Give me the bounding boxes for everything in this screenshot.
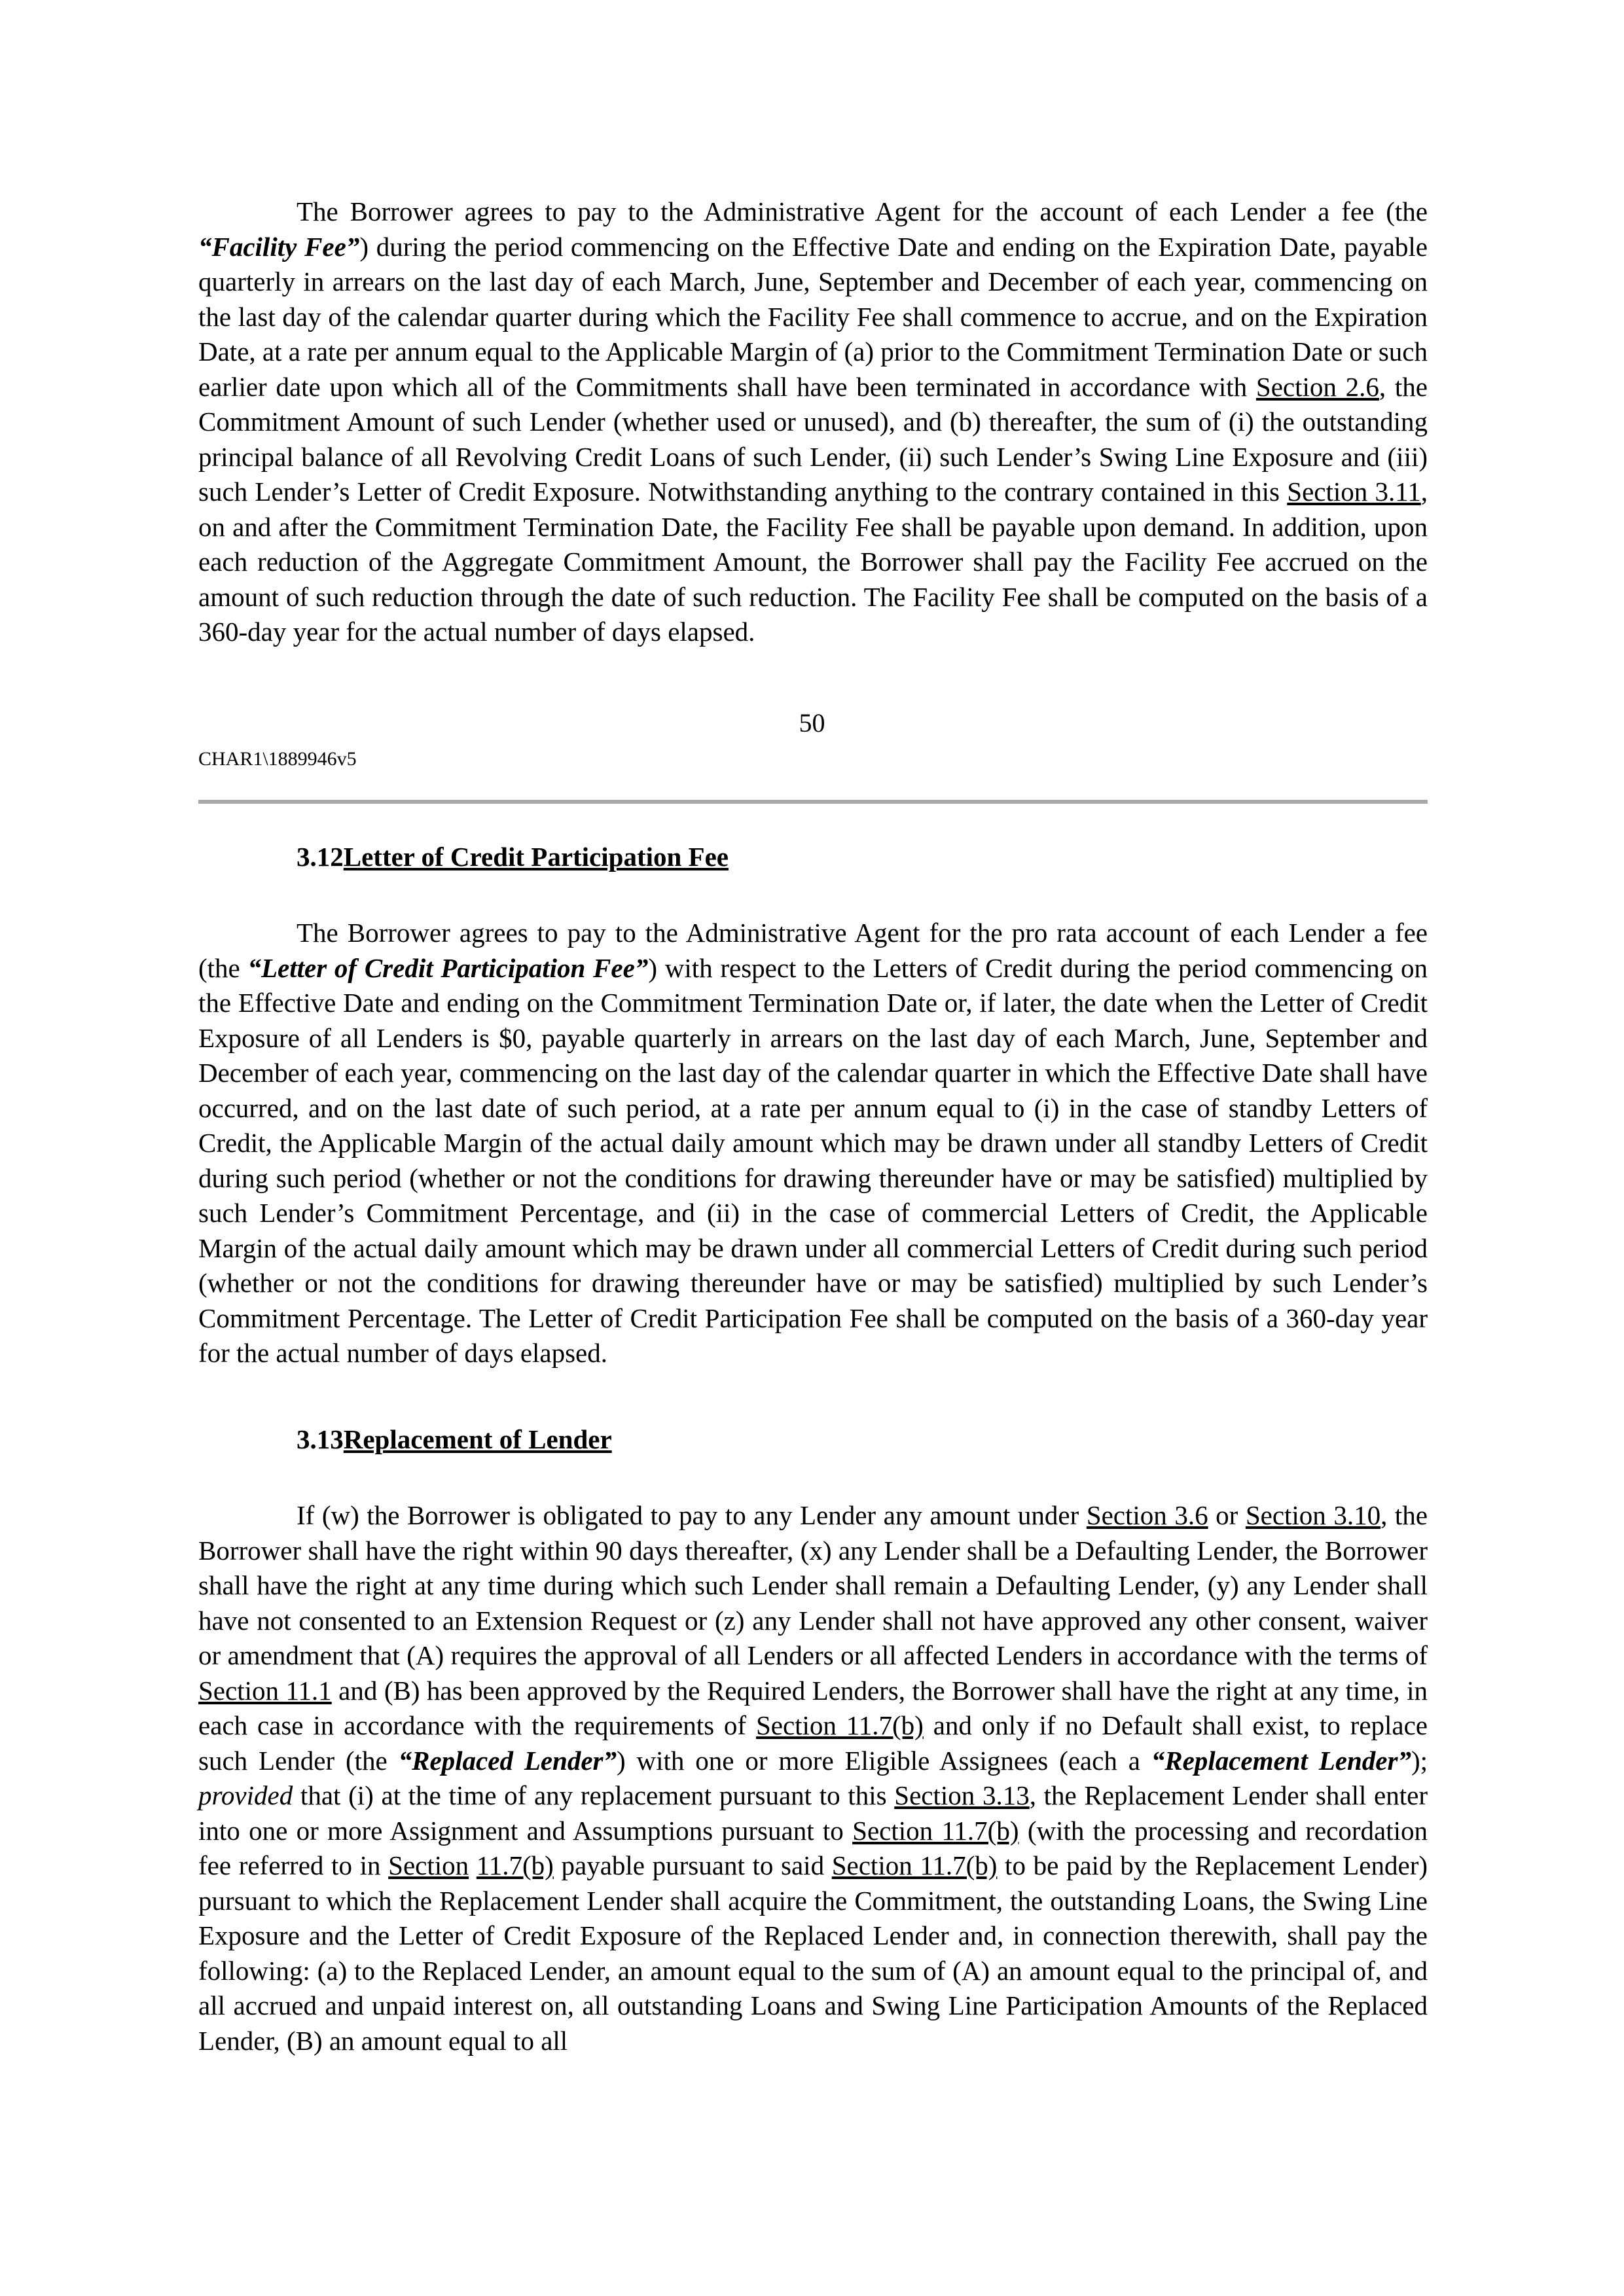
section-reference: Section 3.13	[894, 1780, 1030, 1810]
section-reference: Section 11.7(b)	[852, 1815, 1019, 1846]
defined-term-replacement-lender: “Replacement Lender”	[1151, 1745, 1411, 1776]
section-reference: Section 11.1	[198, 1675, 332, 1706]
lc-participation-fee-paragraph: The Borrower agrees to pay to the Administrative Agent for the pro rata account of each Lender a fee (the “Letter of Credit Participation Fee”) with respect to the Letters of Credit during the period commencing on the Effective Date and ending on the Commitment Termination Date or, if later, the date when the Letter of Credit Exposure of all Lenders is $0, payable quarterly in arrears on the last day of each March, June, September and December of each year, commencing on the last day of the calendar quarter in which the Effective Date shall have occurred, and on the last date of such period, at a rate per annum equal to (i) in the case of standby Letters of Credit, the Applicable Margin of the actual daily amount which may be drawn under all standby Letters of Credit during such period (whether or not the conditions for drawing thereunder have or may be satisfied) multiplied by such Lender’s Commitment Percentage, and (ii) in the case of commercial Letters of Credit, the Applicable Margin of the actual daily amount which may be drawn under all commercial Letters of Credit during such period (whether or not the conditions for drawing thereunder have or may be satisfied) multiplied by such Lender’s Commitment Percentage. The Letter of Credit Participation Fee shall be computed on the basis of a 360-day year for the actual number of days elapsed.	[198, 918, 1428, 1368]
section-title: Letter of Credit Participation Fee	[343, 842, 729, 872]
defined-term-replaced-lender: “Replaced Lender”	[398, 1745, 617, 1776]
page-number: 50	[799, 708, 825, 738]
section-reference: Section 3.10	[1245, 1500, 1381, 1530]
section-number: 3.12	[297, 842, 344, 872]
section-reference: Section 11.7(b)	[755, 1710, 924, 1740]
section-reference: Section 3.11	[1287, 476, 1421, 507]
document-id: CHAR1\1889946v5	[198, 748, 357, 770]
replacement-of-lender-paragraph: If (w) the Borrower is obligated to pay to any Lender any amount under Section 3.6 or Section 3.10, the Borrower shall have the right within 90 days thereafter, (x) any Lender shall be a Defaulting Lender, the Borrower shall have the right at any time during which such Lender shall remain a Defaulting Lender, (y) any Lender shall have not consented to an Extension Request or (z) any Lender shall not have approved any other consent, waiver or amendment that (A) requires the approval of all Lenders or all affected Lenders in accordance with the terms of Section 11.1 and (B) has been approved by the Required Lenders, the Borrower shall have the right at any time, in each case in accordance with the requirements of Section 11.7(b) and only if no Default shall exist, to replace such Lender (the “Replaced Lender”) with one or more Eligible Assignees (each a “Replacement Lender”); provided that (i) at the time of any replacement pursuant to this Section 3.13, the Replacement Lender shall enter into one or more Assignment and Assumptions pursuant to Section 11.7(b) (with the processing and recordation fee referred to in Section 11.7(b) payable pursuant to said Section 11.7(b) to be paid by the Replacement Lender) pursuant to which the Replacement Lender shall acquire the Commitment, the outstanding Loans, the Swing Line Exposure and the Letter of Credit Exposure of the Replaced Lender and, in connection therewith, shall pay the following: (a) to the Replaced Lender, an amount equal to the sum of (A) an amount equal to the principal of, and all accrued and unpaid interest on, all outstanding Loans and Swing Line Participation Amounts of the Replaced Lender, (B) an amount equal to all	[198, 1500, 1428, 2056]
facility-fee-paragraph: The Borrower agrees to pay to the Administrative Agent for the account of each Lender a fee (the “Facility Fee”) during the period commencing on the Effective Date and ending on the Expiration Date, payable quarterly in arrears on the last day of each March, June, September and December of each year, commencing on the last day of the calendar quarter during which the Facility Fee shall commence to accrue, and on the Expiration Date, at a rate per annum equal to the Applicable Margin of (a) prior to the Commitment Termination Date or such earlier date upon which all of the Commitments shall have been terminated in accordance with Section 2.6, the Commitment Amount of such Lender (whether used or unused), and (b) thereafter, the sum of (i) the outstanding principal balance of all Revolving Credit Loans of such Lender, (ii) such Lender’s Swing Line Exposure and (iii) such Lender’s Letter of Credit Exposure. Notwithstanding anything to the contrary contained in this Section 3.11, on and after the Commitment Termination Date, the Facility Fee shall be payable upon demand. In addition, upon each reduction of the Aggregate Commitment Amount, the Borrower shall pay the Facility Fee accrued on the amount of such reduction through the date of such reduction. The Facility Fee shall be computed on the basis of a 360-day year for the actual number of days elapsed.	[198, 196, 1428, 647]
section-reference: Section 3.6	[1086, 1500, 1208, 1530]
section-number: 3.13	[297, 1424, 344, 1454]
section-heading-3-12	[297, 840, 729, 874]
defined-term-facility-fee: “Facility Fee”	[198, 231, 360, 262]
section-reference: 11.7(b)	[476, 1850, 554, 1880]
italic-proviso: provided	[198, 1780, 293, 1810]
section-reference: Section	[388, 1850, 469, 1880]
section-reference: Section 2.6	[1255, 371, 1379, 402]
section-reference: Section 11.7(b)	[831, 1850, 998, 1880]
defined-term-lc-participation-fee: “Letter of Credit Participation Fee”	[247, 952, 649, 983]
section-heading-3-13	[297, 1422, 612, 1457]
page-break-divider	[198, 800, 1428, 804]
section-title: Replacement of Lender	[343, 1424, 612, 1454]
